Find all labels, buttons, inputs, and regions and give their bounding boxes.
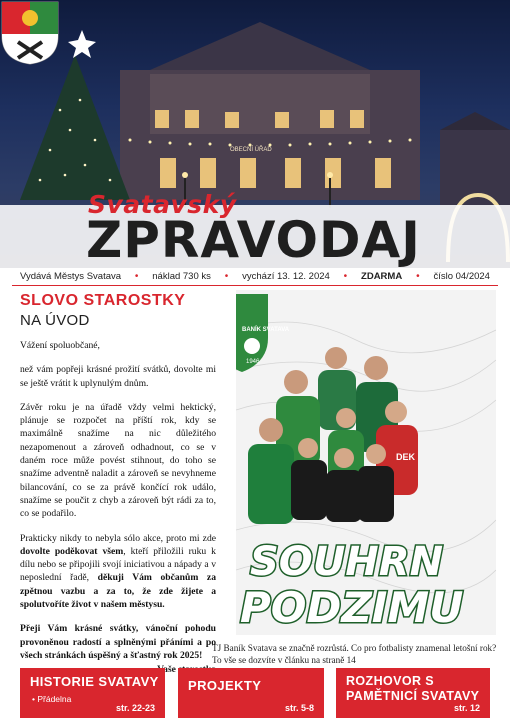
building-sign: OBECNÍ ÚŘAD bbox=[230, 147, 272, 153]
teaser-subitem: • Přádelna bbox=[32, 694, 72, 704]
price: ZDARMA bbox=[361, 271, 403, 282]
teaser-page: str. 5-8 bbox=[284, 703, 314, 713]
jersey-text: DEK bbox=[396, 452, 416, 462]
issue-info-bar bbox=[12, 268, 498, 286]
teaser-page: str. 22-23 bbox=[115, 703, 155, 713]
article-title: SLOVO STAROSTKY bbox=[20, 292, 186, 309]
separator-dot-icon: • bbox=[416, 271, 420, 282]
issue-number: číslo 04/2024 bbox=[433, 271, 490, 282]
text-span: Prakticky nikdy to nebyla sólo akce, proto mi zde bbox=[20, 532, 216, 544]
publisher: Vydává Městys Svatava bbox=[20, 271, 122, 282]
release-date: vychází 13. 12. 2024 bbox=[242, 271, 330, 282]
teaser-projects[interactable] bbox=[178, 668, 324, 718]
paragraph-2: Závěr roku je na úřadě vždy velmi hektický, plánuje se rozpočet na příští rok, kdy se maximálně snažíme na nic důležitého nezapomenout a zároveň odhadnout, co se v daném roce může povést stihnout, do toho se snažíme adventně naladit a zároveň se nevyhneme bilancování, co se za právě končící rok událo, snažíme se poučit z chyb a zároveň být rádi za to, co se podařilo. bbox=[20, 401, 216, 520]
brand-subtitle: Svatavský bbox=[88, 190, 237, 219]
mayor-article bbox=[20, 292, 216, 675]
teaser-history[interactable] bbox=[20, 668, 165, 718]
teaser-title: HISTORIE SVATAVY bbox=[30, 674, 159, 689]
separator-dot-icon: • bbox=[343, 271, 348, 282]
greeting: Vážení spoluobčané, bbox=[20, 340, 100, 351]
paragraph-1: než vám popřeji krásné prožití svátků, dovolte mi se ještě vrátit k uplynulým dnům. bbox=[20, 364, 216, 389]
paragraph-4: Přeji Vám krásné svátky, vánoční pohodu provoněnou radostí a splněnými přáními a po všech stránkách úspěšný a šťastný rok 2025! bbox=[20, 623, 216, 661]
teaser-subitem-label: Přádelna bbox=[37, 694, 72, 704]
print-run: náklad 730 ks bbox=[152, 271, 211, 282]
paragraph-3 bbox=[20, 532, 216, 612]
signature: Vaše bbox=[157, 664, 176, 676]
team-illustration bbox=[236, 290, 496, 635]
teaser-title: ROZHOVOR S PAMĚTNICÍ SVATAVY bbox=[346, 674, 480, 703]
bold-span: děkuji Vám občanům za zpětnou vazbu a za to, že zde žijete a spolutvoříte život v našem městysu. bbox=[20, 572, 216, 611]
headline-line-2: PODZIMU bbox=[240, 583, 464, 632]
separator-dot-icon: • bbox=[224, 271, 229, 282]
separator-dot-icon: • bbox=[134, 271, 139, 282]
teaser-page: str. 12 bbox=[453, 703, 480, 713]
club-name: BANÍK SVATAVA bbox=[242, 327, 290, 333]
teaser-interview[interactable] bbox=[336, 668, 490, 718]
teaser-title: PROJEKTY bbox=[188, 678, 262, 693]
photo-caption: TJ Baník Svatava se značně rozrůstá. Co pro fotbalisty znamenal letošní rok? To vše se dozvíte v článku na straně 14 bbox=[212, 643, 497, 665]
text-span: , kteří přiložili ruku k dílu nebo se připojili svojí iniciativou a nápady a v neposlední řadě, bbox=[20, 545, 216, 584]
club-year: 1946 bbox=[246, 359, 260, 365]
headline-line-1: SOUHRN bbox=[250, 539, 444, 585]
cover-photo bbox=[0, 0, 510, 268]
coat-of-arms-icon bbox=[0, 0, 60, 66]
brand-title: ZPRAVODAJ bbox=[86, 211, 421, 268]
bold-span: dovolte poděkovat všem bbox=[20, 545, 124, 557]
football-team-photo bbox=[236, 290, 496, 635]
article-subtitle: NA ÚVOD bbox=[20, 312, 90, 329]
